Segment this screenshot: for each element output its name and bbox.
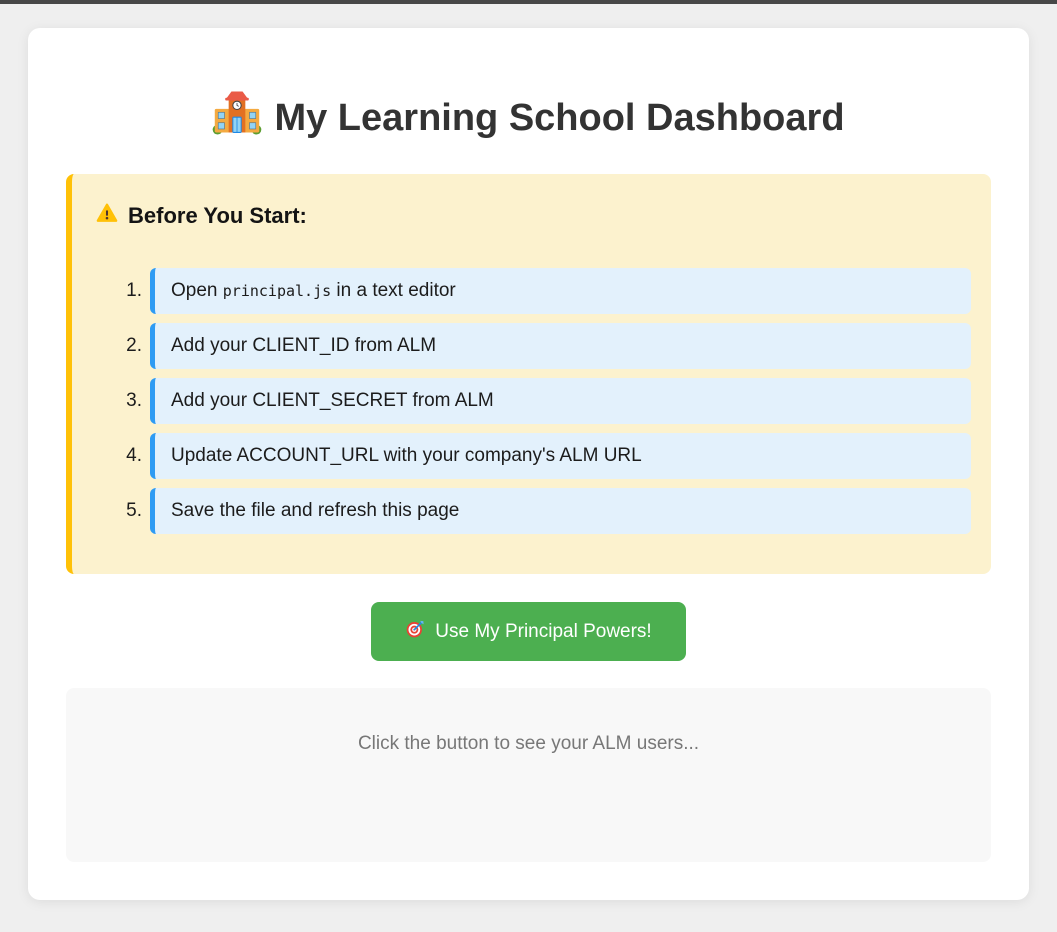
steps-list <box>96 268 971 534</box>
action-row <box>66 602 991 661</box>
step-item <box>106 433 971 479</box>
code-snippet: principal.js <box>222 282 332 300</box>
step-number: 1. <box>126 280 142 301</box>
button-label: Use My Principal Powers! <box>435 620 652 642</box>
step-text: Add your CLIENT_SECRET from ALM <box>171 390 494 411</box>
page-title <box>66 88 991 148</box>
step-text-box <box>150 323 971 369</box>
results-placeholder: Click the button to see your ALM users... <box>357 733 700 754</box>
target-icon <box>405 619 425 645</box>
step-number: 3. <box>126 390 142 411</box>
step-text: Add your CLIENT_ID from ALM <box>171 335 437 356</box>
page-title-text: My Learning School Dashboard <box>274 96 845 139</box>
step-item <box>106 488 971 534</box>
top-strip <box>0 0 1057 4</box>
step-text-box <box>150 488 971 534</box>
warning-heading <box>96 202 971 230</box>
step-text: Open <box>171 280 223 301</box>
step-item <box>106 323 971 369</box>
warning-panel <box>66 174 991 574</box>
step-text-box <box>150 378 971 424</box>
step-item <box>106 378 971 424</box>
use-principal-powers-button[interactable] <box>371 602 685 661</box>
step-text: in a text editor <box>331 280 456 301</box>
step-number: 2. <box>126 335 142 356</box>
step-text-box <box>150 268 971 314</box>
page-card <box>28 28 1029 900</box>
warning-icon <box>96 202 118 230</box>
step-number: 4. <box>126 445 142 466</box>
results-panel <box>66 688 991 862</box>
step-text-box <box>150 433 971 479</box>
step-text: Save the file and refresh this page <box>171 500 460 521</box>
school-icon <box>212 88 262 148</box>
step-text: Update ACCOUNT_URL with your company's ALM URL <box>171 445 642 466</box>
step-number: 5. <box>126 500 142 521</box>
step-item <box>106 268 971 314</box>
warning-heading-text: Before You Start: <box>128 203 307 228</box>
